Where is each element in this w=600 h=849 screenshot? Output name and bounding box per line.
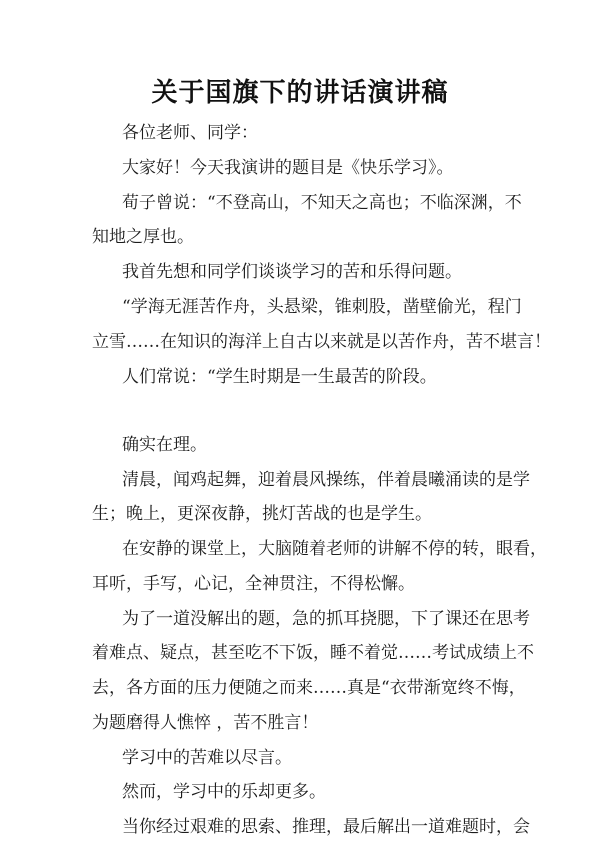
- paragraph-line: 着难点、疑点，甚至吃不下饭，睡不着觉……考试成绩上不: [92, 643, 534, 663]
- document-title: 关于国旗下的讲话演讲稿: [151, 78, 449, 108]
- paragraph-line: 学习中的苦难以尽言。: [122, 748, 292, 768]
- paragraph-line: 然而，学习中的乐却更多。: [122, 782, 326, 802]
- paragraph-line: 确实在理。: [122, 435, 207, 455]
- paragraph-line: 人们常说：“学生时期是一生最苦的阶段。: [122, 367, 437, 387]
- paragraph-line: 为题磨得人憔悴 ，苦不胜言！: [92, 713, 319, 733]
- paragraph-line: “学海无涯苦作舟，头悬梁，锥刺股，凿壁偷光，程门: [122, 297, 522, 317]
- paragraph-line: 耳听，手写，心记，全神贯注，不得松懈。: [92, 574, 415, 594]
- paragraph-line: 为了一道没解出的题，急的抓耳挠腮，下了课还在思考: [122, 609, 530, 629]
- paragraph-line: 清晨，闻鸡起舞，迎着晨风操练，伴着晨曦涌读的是学: [122, 470, 530, 490]
- paragraph-line: 大家好！今天我演讲的题目是《快乐学习》。: [122, 158, 454, 178]
- paragraph-line: 生；晚上，更深夜静，挑灯苦战的也是学生。: [92, 504, 432, 524]
- paragraph-line: 去，各方面的压力便随之而来……真是“衣带渐宽终不悔，: [92, 678, 526, 698]
- paragraph-line: 我首先想和同学们谈谈学习的苦和乐得问题。: [122, 262, 462, 282]
- paragraph-line: 当你经过艰难的思索、推理，最后解出一道难题时，会: [122, 817, 530, 837]
- paragraph-line: 荀子曾说：“不登高山，不知天之高也；不临深渊，不: [122, 193, 522, 213]
- paragraph-line: 立雪……在知识的海洋上自古以来就是以苦作舟，苦不堪言！: [92, 332, 551, 352]
- paragraph-line: 知地之厚也。: [92, 227, 194, 247]
- paragraph-line: 各位老师、同学：: [122, 123, 258, 143]
- paragraph-line: 在安静的课堂上，大脑随着老师的讲解不停的转，眼看，: [122, 539, 547, 559]
